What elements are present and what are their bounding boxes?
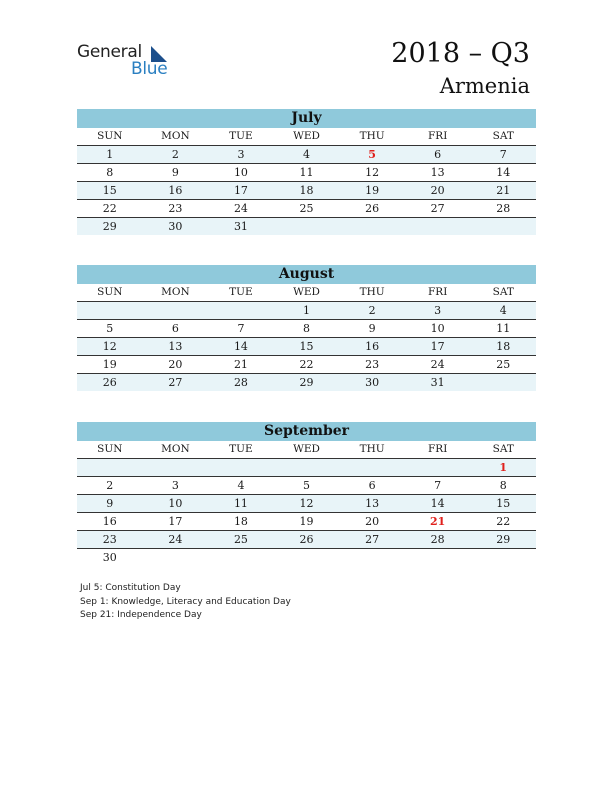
day-cell: 8 bbox=[499, 479, 507, 492]
weekday-label: TUE bbox=[229, 286, 253, 298]
day-cell: 18 bbox=[496, 340, 511, 353]
day-cell: 20 bbox=[168, 358, 183, 371]
holiday-note: Sep 1: Knowledge, Literacy and Education Day bbox=[80, 596, 291, 607]
day-cell: 6 bbox=[368, 479, 376, 492]
logo-text-blue: Blue bbox=[131, 59, 168, 79]
day-cell: 24 bbox=[233, 202, 248, 215]
day-cell: 11 bbox=[299, 166, 314, 179]
week-row bbox=[77, 338, 536, 356]
day-cell: 4 bbox=[237, 479, 245, 492]
weekday-label: THU bbox=[359, 286, 385, 298]
day-cell: 26 bbox=[365, 202, 380, 215]
day-cell: 15 bbox=[102, 184, 117, 197]
day-cell bbox=[339, 549, 405, 566]
day-cell: 26 bbox=[299, 533, 314, 546]
day-cell: 5 bbox=[303, 479, 311, 492]
day-cell: 6 bbox=[434, 148, 442, 161]
day-cell: 7 bbox=[237, 322, 245, 335]
day-cell: 17 bbox=[168, 515, 183, 528]
week-row bbox=[77, 182, 536, 200]
day-cell: 2 bbox=[368, 304, 376, 317]
country-name: Armenia bbox=[439, 74, 530, 98]
weekday-label: WED bbox=[293, 443, 320, 455]
weekday-label: MON bbox=[161, 130, 190, 142]
month-calendar-august bbox=[77, 265, 536, 391]
day-cell: 1 bbox=[499, 461, 508, 474]
day-cell bbox=[208, 302, 274, 319]
day-cell: 27 bbox=[430, 202, 445, 215]
week-row bbox=[77, 356, 536, 374]
day-cell: 25 bbox=[496, 358, 511, 371]
day-cell: 4 bbox=[303, 148, 311, 161]
day-cell: 18 bbox=[299, 184, 314, 197]
day-cell: 5 bbox=[106, 322, 114, 335]
day-cell bbox=[143, 549, 209, 566]
day-cell: 12 bbox=[365, 166, 380, 179]
day-cell: 7 bbox=[434, 479, 442, 492]
day-cell: 24 bbox=[430, 358, 445, 371]
day-cell: 30 bbox=[102, 551, 117, 564]
day-cell: 31 bbox=[233, 220, 248, 233]
day-cell: 21 bbox=[233, 358, 248, 371]
day-cell bbox=[208, 459, 274, 476]
weekday-label: TUE bbox=[229, 443, 253, 455]
day-cell: 6 bbox=[171, 322, 179, 335]
day-cell: 9 bbox=[106, 497, 114, 510]
holiday-note: Sep 21: Independence Day bbox=[80, 610, 202, 620]
day-cell bbox=[208, 549, 274, 566]
weekday-label: FRI bbox=[428, 286, 448, 298]
day-cell: 4 bbox=[499, 304, 507, 317]
day-cell: 19 bbox=[365, 184, 380, 197]
day-cell: 8 bbox=[106, 166, 114, 179]
day-cell: 16 bbox=[365, 340, 380, 353]
weekday-label: FRI bbox=[428, 443, 448, 455]
weekday-label: FRI bbox=[428, 130, 448, 142]
day-cell: 29 bbox=[102, 220, 117, 233]
day-cell: 29 bbox=[299, 376, 314, 389]
day-cell: 1 bbox=[303, 304, 311, 317]
day-cell: 10 bbox=[233, 166, 248, 179]
day-cell bbox=[274, 459, 340, 476]
day-cell bbox=[405, 549, 471, 566]
weekday-label: THU bbox=[359, 443, 385, 455]
day-cell: 26 bbox=[102, 376, 117, 389]
week-row bbox=[77, 164, 536, 182]
day-cell: 21 bbox=[496, 184, 511, 197]
day-cell: 19 bbox=[299, 515, 314, 528]
day-cell: 9 bbox=[368, 322, 376, 335]
day-cell: 15 bbox=[496, 497, 511, 510]
week-row bbox=[77, 302, 536, 320]
day-cell: 29 bbox=[496, 533, 511, 546]
day-cell: 14 bbox=[496, 166, 511, 179]
holiday-notes bbox=[80, 582, 291, 623]
day-cell: 23 bbox=[102, 533, 117, 546]
day-cell bbox=[470, 549, 536, 566]
page-title: 2018 – Q3 bbox=[391, 38, 530, 69]
weekday-label: WED bbox=[293, 286, 320, 298]
day-cell: 12 bbox=[102, 340, 117, 353]
month-name: September bbox=[77, 422, 536, 441]
day-cell: 20 bbox=[365, 515, 380, 528]
week-row bbox=[77, 459, 536, 477]
day-cell: 13 bbox=[365, 497, 380, 510]
week-row bbox=[77, 200, 536, 218]
day-cell: 22 bbox=[299, 358, 314, 371]
week-row bbox=[77, 531, 536, 549]
week-row bbox=[77, 477, 536, 495]
month-calendar-july bbox=[77, 109, 536, 235]
day-cell bbox=[470, 218, 536, 235]
day-cell: 5 bbox=[368, 148, 376, 161]
day-cell: 25 bbox=[233, 533, 248, 546]
weekday-header bbox=[77, 128, 536, 146]
day-cell: 11 bbox=[233, 497, 248, 510]
weekday-label: SUN bbox=[97, 443, 123, 455]
weekday-label: SUN bbox=[97, 130, 123, 142]
day-cell bbox=[405, 459, 471, 476]
day-cell: 20 bbox=[430, 184, 445, 197]
day-cell: 22 bbox=[496, 515, 511, 528]
day-cell: 12 bbox=[299, 497, 314, 510]
day-cell: 8 bbox=[303, 322, 311, 335]
week-row bbox=[77, 146, 536, 164]
day-cell: 28 bbox=[430, 533, 445, 546]
day-cell: 22 bbox=[102, 202, 117, 215]
day-cell: 10 bbox=[430, 322, 445, 335]
day-cell: 13 bbox=[430, 166, 445, 179]
day-cell bbox=[339, 218, 405, 235]
logo-text-general: General bbox=[77, 42, 142, 62]
day-cell bbox=[77, 302, 143, 319]
month-name: July bbox=[77, 109, 536, 128]
month-calendar-september bbox=[77, 422, 536, 566]
day-cell bbox=[143, 459, 209, 476]
day-cell: 10 bbox=[168, 497, 183, 510]
day-cell: 11 bbox=[496, 322, 511, 335]
week-row bbox=[77, 513, 536, 531]
day-cell: 15 bbox=[299, 340, 314, 353]
weekday-label: SAT bbox=[492, 286, 514, 298]
day-cell: 16 bbox=[168, 184, 183, 197]
generalblue-logo bbox=[77, 42, 187, 78]
day-cell: 19 bbox=[102, 358, 117, 371]
day-cell: 18 bbox=[233, 515, 248, 528]
day-cell: 14 bbox=[233, 340, 248, 353]
day-cell: 2 bbox=[106, 479, 114, 492]
day-cell: 31 bbox=[430, 376, 445, 389]
day-cell: 7 bbox=[499, 148, 507, 161]
weekday-label: MON bbox=[161, 286, 190, 298]
day-cell: 14 bbox=[430, 497, 445, 510]
holiday-note: Jul 5: Constitution Day bbox=[80, 583, 181, 593]
day-cell: 13 bbox=[168, 340, 183, 353]
day-cell: 23 bbox=[365, 358, 380, 371]
weekday-label: THU bbox=[359, 130, 385, 142]
week-row bbox=[77, 374, 536, 391]
day-cell: 28 bbox=[233, 376, 248, 389]
day-cell: 17 bbox=[233, 184, 248, 197]
day-cell: 27 bbox=[168, 376, 183, 389]
day-cell: 28 bbox=[496, 202, 511, 215]
weekday-label: SAT bbox=[492, 443, 514, 455]
day-cell bbox=[143, 302, 209, 319]
weekday-label: MON bbox=[161, 443, 190, 455]
weekday-header bbox=[77, 441, 536, 459]
day-cell: 23 bbox=[168, 202, 183, 215]
day-cell: 9 bbox=[171, 166, 179, 179]
day-cell bbox=[339, 459, 405, 476]
day-cell: 27 bbox=[365, 533, 380, 546]
week-row bbox=[77, 320, 536, 338]
day-cell bbox=[77, 459, 143, 476]
day-cell: 21 bbox=[430, 515, 446, 528]
weekday-label: SAT bbox=[492, 130, 514, 142]
day-cell bbox=[274, 549, 340, 566]
day-cell: 2 bbox=[171, 148, 179, 161]
day-cell: 3 bbox=[434, 304, 442, 317]
day-cell: 1 bbox=[106, 148, 114, 161]
day-cell: 30 bbox=[365, 376, 380, 389]
week-row bbox=[77, 218, 536, 235]
weekday-header bbox=[77, 284, 536, 302]
day-cell bbox=[470, 374, 536, 391]
day-cell: 16 bbox=[102, 515, 117, 528]
month-name: August bbox=[77, 265, 536, 284]
day-cell: 3 bbox=[237, 148, 245, 161]
day-cell: 24 bbox=[168, 533, 183, 546]
weekday-label: WED bbox=[293, 130, 320, 142]
week-row bbox=[77, 495, 536, 513]
day-cell: 30 bbox=[168, 220, 183, 233]
day-cell bbox=[274, 218, 340, 235]
day-cell bbox=[405, 218, 471, 235]
week-row bbox=[77, 549, 536, 566]
weekday-label: TUE bbox=[229, 130, 253, 142]
day-cell: 17 bbox=[430, 340, 445, 353]
day-cell: 3 bbox=[171, 479, 179, 492]
day-cell: 25 bbox=[299, 202, 314, 215]
weekday-label: SUN bbox=[97, 286, 123, 298]
